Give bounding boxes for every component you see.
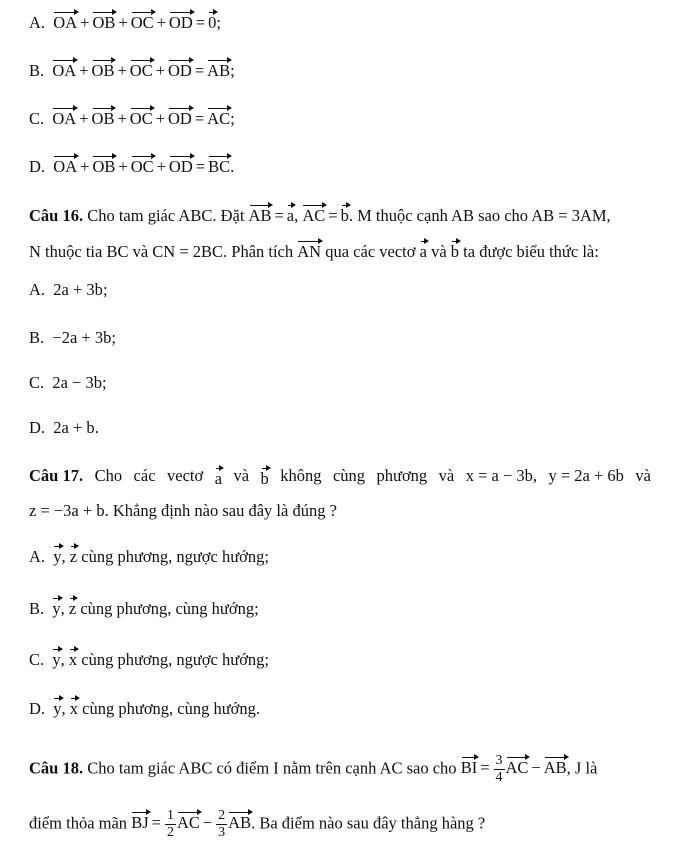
- vector-od: OD: [169, 10, 193, 30]
- vector-od: OD: [168, 106, 192, 126]
- vector-oa: OA: [52, 106, 76, 126]
- vector-ac: AC: [302, 203, 325, 223]
- vector-bj: BJ: [131, 810, 148, 830]
- vector-oa: OA: [52, 58, 76, 78]
- q17-option-c: C. y, x cùng phương, ngược hướng;: [29, 647, 269, 670]
- vector-ob: OB: [92, 10, 115, 30]
- vector-x: x: [70, 696, 78, 716]
- zero-vector: 0: [208, 10, 216, 30]
- q18-stem-line1: Câu 18. Cho tam giác ABC có điểm I nằm trên cạnh AC sao cho BI = $\frac{3}{4}$ AC − AB, J là: [29, 753, 598, 785]
- q16-option-a: A. 2a + 3b;: [29, 280, 108, 299]
- vector-bi: BI: [461, 755, 478, 775]
- vector-ob: OB: [92, 106, 115, 126]
- vector-ob: OB: [92, 154, 115, 174]
- vector-bc: BC: [208, 154, 230, 174]
- q17-option-d: D. y, x cùng phương, cùng hướng.: [29, 696, 260, 719]
- vector-y: y: [53, 544, 61, 564]
- vector-z-definition: z = −3a + b: [29, 501, 105, 520]
- q16-stem-line2: N thuộc tia BC và CN = 2BC. Phân tích AN qua các vectơ a và b ta được biểu thức là:: [29, 239, 599, 262]
- q17-option-b: B. y, z cùng phương, cùng hướng;: [29, 596, 259, 619]
- q15-option-b: B. OA + OB + OC + OD = AB;: [29, 58, 235, 81]
- q17-stem-line1: Câu 17. Cho các vectơ a và b không cùng phương và x = a − 3b, y = 2a + 6b và: [29, 466, 651, 488]
- vector-oc: OC: [131, 154, 154, 174]
- q16-stem-line1: Câu 16. Cho tam giác ABC. Đặt AB = a, AC = b. M thuộc cạnh AB sao cho AB = 3AM,: [29, 203, 611, 226]
- vector-a: a: [215, 466, 222, 486]
- vector-y: y: [52, 647, 60, 667]
- vector-ab: AB: [228, 810, 251, 830]
- fraction-three-quarters: $\frac{3}{4}$: [495, 753, 503, 785]
- vector-a: a: [287, 203, 294, 223]
- vector-y: y: [53, 696, 61, 716]
- vector-an: AN: [297, 239, 321, 259]
- vector-z: z: [69, 596, 76, 616]
- vector-x: x: [69, 647, 77, 667]
- vector-od: OD: [168, 58, 192, 78]
- vector-ab: AB: [544, 755, 567, 775]
- vector-ac: AC: [177, 810, 200, 830]
- q15-option-d: D. OA + OB + OC + OD = BC.: [29, 154, 234, 177]
- question-label: Câu 18.: [29, 758, 84, 778]
- question-label: Câu 16.: [29, 206, 84, 225]
- vector-y: y: [52, 596, 60, 616]
- q17-stem-line2: z = −3a + b. Khẳng định nào sau đây là đúng ?: [29, 501, 337, 520]
- q15-option-a: A. OA + OB + OC + OD = 0;: [29, 10, 221, 33]
- q16-option-b: B. −2a + 3b;: [29, 328, 116, 347]
- vector-b: b: [341, 203, 349, 223]
- vector-a: a: [420, 239, 427, 259]
- vector-oc: OC: [130, 58, 153, 78]
- fraction-two-thirds: $\frac{2}{3}$: [218, 808, 226, 840]
- vector-ob: OB: [92, 58, 115, 78]
- vector-x-definition: x = a − 3b,: [465, 466, 538, 485]
- vector-od: OD: [169, 154, 193, 174]
- question-label: Câu 17.: [29, 466, 84, 485]
- vector-oc: OC: [131, 10, 154, 30]
- vector-oa: OA: [53, 10, 77, 30]
- q18-stem-line2: điểm thỏa mãn BJ = $\frac{1}{2}$ AC − $\frac{2}{3}$ AB. Ba điểm nào sau đây thẳng hàng ?: [29, 808, 486, 840]
- vector-z: z: [70, 544, 77, 564]
- fraction-one-half: $\frac{1}{2}$: [166, 808, 174, 840]
- q15-option-c: C. OA + OB + OC + OD = AC;: [29, 106, 235, 129]
- vector-oc: OC: [130, 106, 153, 126]
- q17-option-a: A. y, z cùng phương, ngược hướng;: [29, 544, 269, 567]
- q16-option-c: C. 2a − 3b;: [29, 373, 107, 392]
- vector-oa: OA: [53, 154, 77, 174]
- vector-ab: AB: [207, 58, 230, 78]
- vector-b: b: [451, 239, 459, 259]
- vector-ac: AC: [207, 106, 230, 126]
- vector-y-definition: y = 2a + 6b: [548, 466, 624, 485]
- vector-b: b: [261, 466, 269, 486]
- vector-ab: AB: [249, 203, 272, 223]
- vector-ac: AC: [506, 755, 529, 775]
- q16-option-d: D. 2a + b.: [29, 418, 99, 437]
